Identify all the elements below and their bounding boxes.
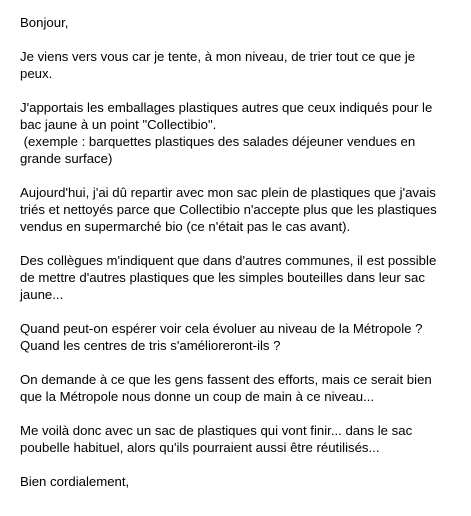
paragraph-line: de mettre d'autres plastiques que les simples bouteilles dans leur sac (20, 270, 425, 285)
paragraph-line: (exemple : barquettes plastiques des salades déjeuner vendues en (20, 134, 416, 149)
paragraph-line: J'apportais les emballages plastiques autres que ceux indiqués pour le (20, 100, 433, 115)
paragraph-line: grande surface) (20, 151, 113, 166)
paragraph-2 (20, 99, 457, 167)
closing-text: Bien cordialement, (20, 474, 130, 489)
paragraph-4 (20, 252, 457, 303)
paragraph-1 (20, 48, 457, 82)
paragraph-line: Des collègues m'indiquent que dans d'autres communes, il est possible (20, 253, 437, 268)
paragraph-6 (20, 371, 457, 405)
paragraph-3 (20, 184, 457, 235)
paragraph-line: poubelle habituel, alors qu'ils pourraient aussi être réutilisés... (20, 440, 380, 455)
paragraph-line: jaune... (20, 287, 64, 302)
paragraph-line: Me voilà donc avec un sac de plastiques qui vont finir... dans le sac (20, 423, 413, 438)
paragraph-5 (20, 320, 457, 354)
paragraph-line: Aujourd'hui, j'ai dû repartir avec mon sac plein de plastiques que j'avais (20, 185, 436, 200)
closing (20, 473, 457, 490)
paragraph-line: vendus en supermarché bio (ce n'était pas le cas avant). (20, 219, 351, 234)
paragraph-line: que la Métropole nous donne un coup de main à ce niveau... (20, 389, 375, 404)
greeting (20, 14, 457, 31)
paragraph-line: peux. (20, 66, 53, 81)
paragraph-line: On demande à ce que les gens fassent des efforts, mais ce serait bien (20, 372, 432, 387)
paragraph-line: bac jaune à un point "Collectibio". (20, 117, 217, 132)
paragraph-line: triés et nettoyés parce que Collectibio n'accepte plus que les plastiques (20, 202, 437, 217)
paragraph-line: Quand les centres de tris s'amélioreront-ils ? (20, 338, 281, 353)
paragraph-7 (20, 422, 457, 456)
greeting-text: Bonjour, (20, 15, 69, 30)
paragraph-line: Je viens vers vous car je tente, à mon niveau, de trier tout ce que je (20, 49, 416, 64)
paragraph-line: Quand peut-on espérer voir cela évoluer au niveau de la Métropole ? (20, 321, 423, 336)
